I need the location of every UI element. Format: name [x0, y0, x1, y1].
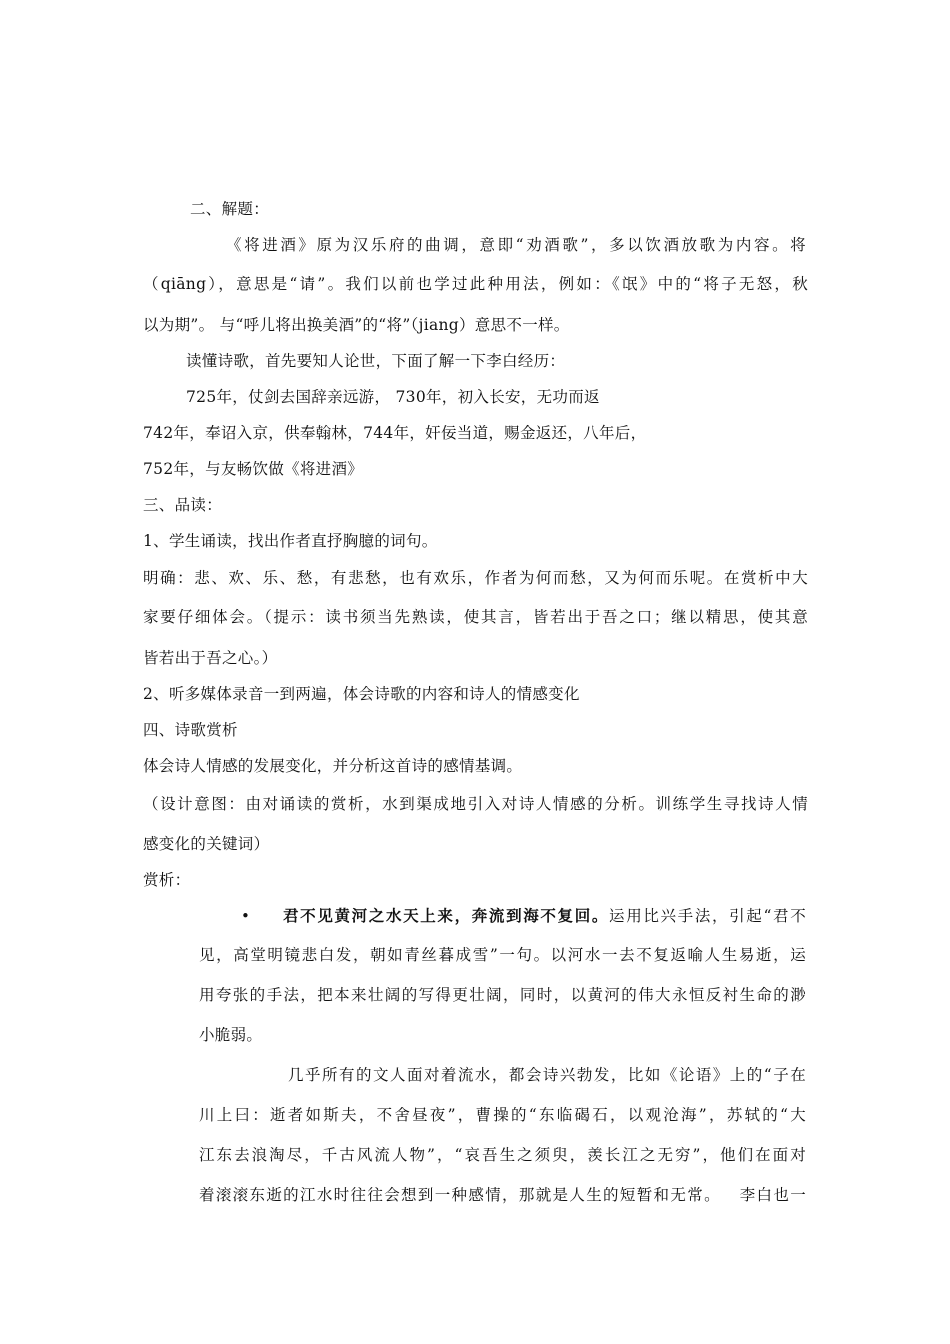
paragraph-line: 742年，奉诏入京，供奉翰林，744年，奸佞当道，赐金返还，八年后， [143, 424, 647, 442]
paragraph-line: 家要仔细体会。（提示：读书须当先熟读，使其言，皆若出于吾之口；继以精思，使其意 [143, 608, 808, 626]
paragraph-line: 着滚滚东逝的江水时往往会想到一种感情，那就是人生的短暂和无常。 李白也一 [199, 1186, 806, 1204]
paragraph-line: 江东去浪淘尽，千古风流人物”，“哀吾生之须臾，羡长江之无穷”，他们在面对 [199, 1146, 806, 1164]
quoted-verse: 君不见黄河之水天上来，奔流到海不复回。 [283, 906, 610, 925]
paragraph-line: 明确：悲、欢、乐、愁，有悲愁，也有欢乐，作者为何而愁，又为何而乐呢。在赏析中大 [143, 569, 808, 587]
paragraph-line: 《将进酒》原为汉乐府的曲调，意即“劝酒歌”，多以饮酒放歌为内容。将 [226, 236, 806, 254]
paragraph-line: 感变化的关键词） [143, 835, 270, 853]
paragraph-line: 见，高堂明镜悲白发，朝如青丝暮成雪”一句。以河水一去不复返喻人生易逝，运 [199, 946, 806, 964]
paragraph-line: 皆若出于吾之心。） [143, 649, 278, 667]
paragraph-line: 1、学生诵读，找出作者直抒胸臆的词句。 [143, 532, 438, 550]
paragraph-line: 川上曰：逝者如斯夫，不舍昼夜”，曹操的“东临碣石，以观沧海”，苏轼的“大 [199, 1106, 806, 1124]
paragraph-line: 752年，与友畅饮做《将进酒》 [143, 460, 364, 478]
paragraph-line: 用夸张的手法，把本来壮阔的写得更壮阔，同时，以黄河的伟大永恒反衬生命的渺 [199, 986, 806, 1004]
bullet-line [283, 906, 806, 926]
paragraph-line: 几乎所有的文人面对着流水，都会诗兴勃发，比如《论语》上的“子在 [288, 1066, 806, 1084]
section-heading-explanation: 二、解题： [190, 200, 270, 218]
bullet-icon: • [241, 907, 250, 925]
paragraph-line: 725年，仗剑去国辞亲远游， 730年，初入长安，无功而返 [186, 388, 600, 406]
section-heading-reading: 三、品读： [143, 496, 223, 514]
paragraph-line: 体会诗人情感的发展变化，并分析这首诗的感情基调。 [143, 757, 523, 775]
paragraph-line: 小脆弱。 [199, 1026, 263, 1044]
paragraph-line: （qiāng），意思是“请”。我们以前也学过此种用法，例如：《氓》中的“将子无怒，秋 [143, 275, 808, 293]
paragraph-line: 2、听多媒体录音一到两遍，体会诗歌的内容和诗人的情感变化 [143, 685, 580, 703]
paragraph-line: 读懂诗歌，首先要知人论世，下面了解一下李白经历： [186, 352, 566, 370]
label-appreciation: 赏析： [143, 871, 191, 889]
section-heading-appreciation: 四、诗歌赏析 [143, 721, 238, 739]
paragraph-line: 以为期”。 与“呼儿将出换美酒”的“将”（jiang）意思不一样。 [143, 316, 570, 334]
bullet-text: 运用比兴手法，引起“君不 [609, 907, 807, 925]
paragraph-line: （设计意图：由对诵读的赏析，水到渠成地引入对诗人情感的分析。训练学生寻找诗人情 [143, 795, 808, 813]
